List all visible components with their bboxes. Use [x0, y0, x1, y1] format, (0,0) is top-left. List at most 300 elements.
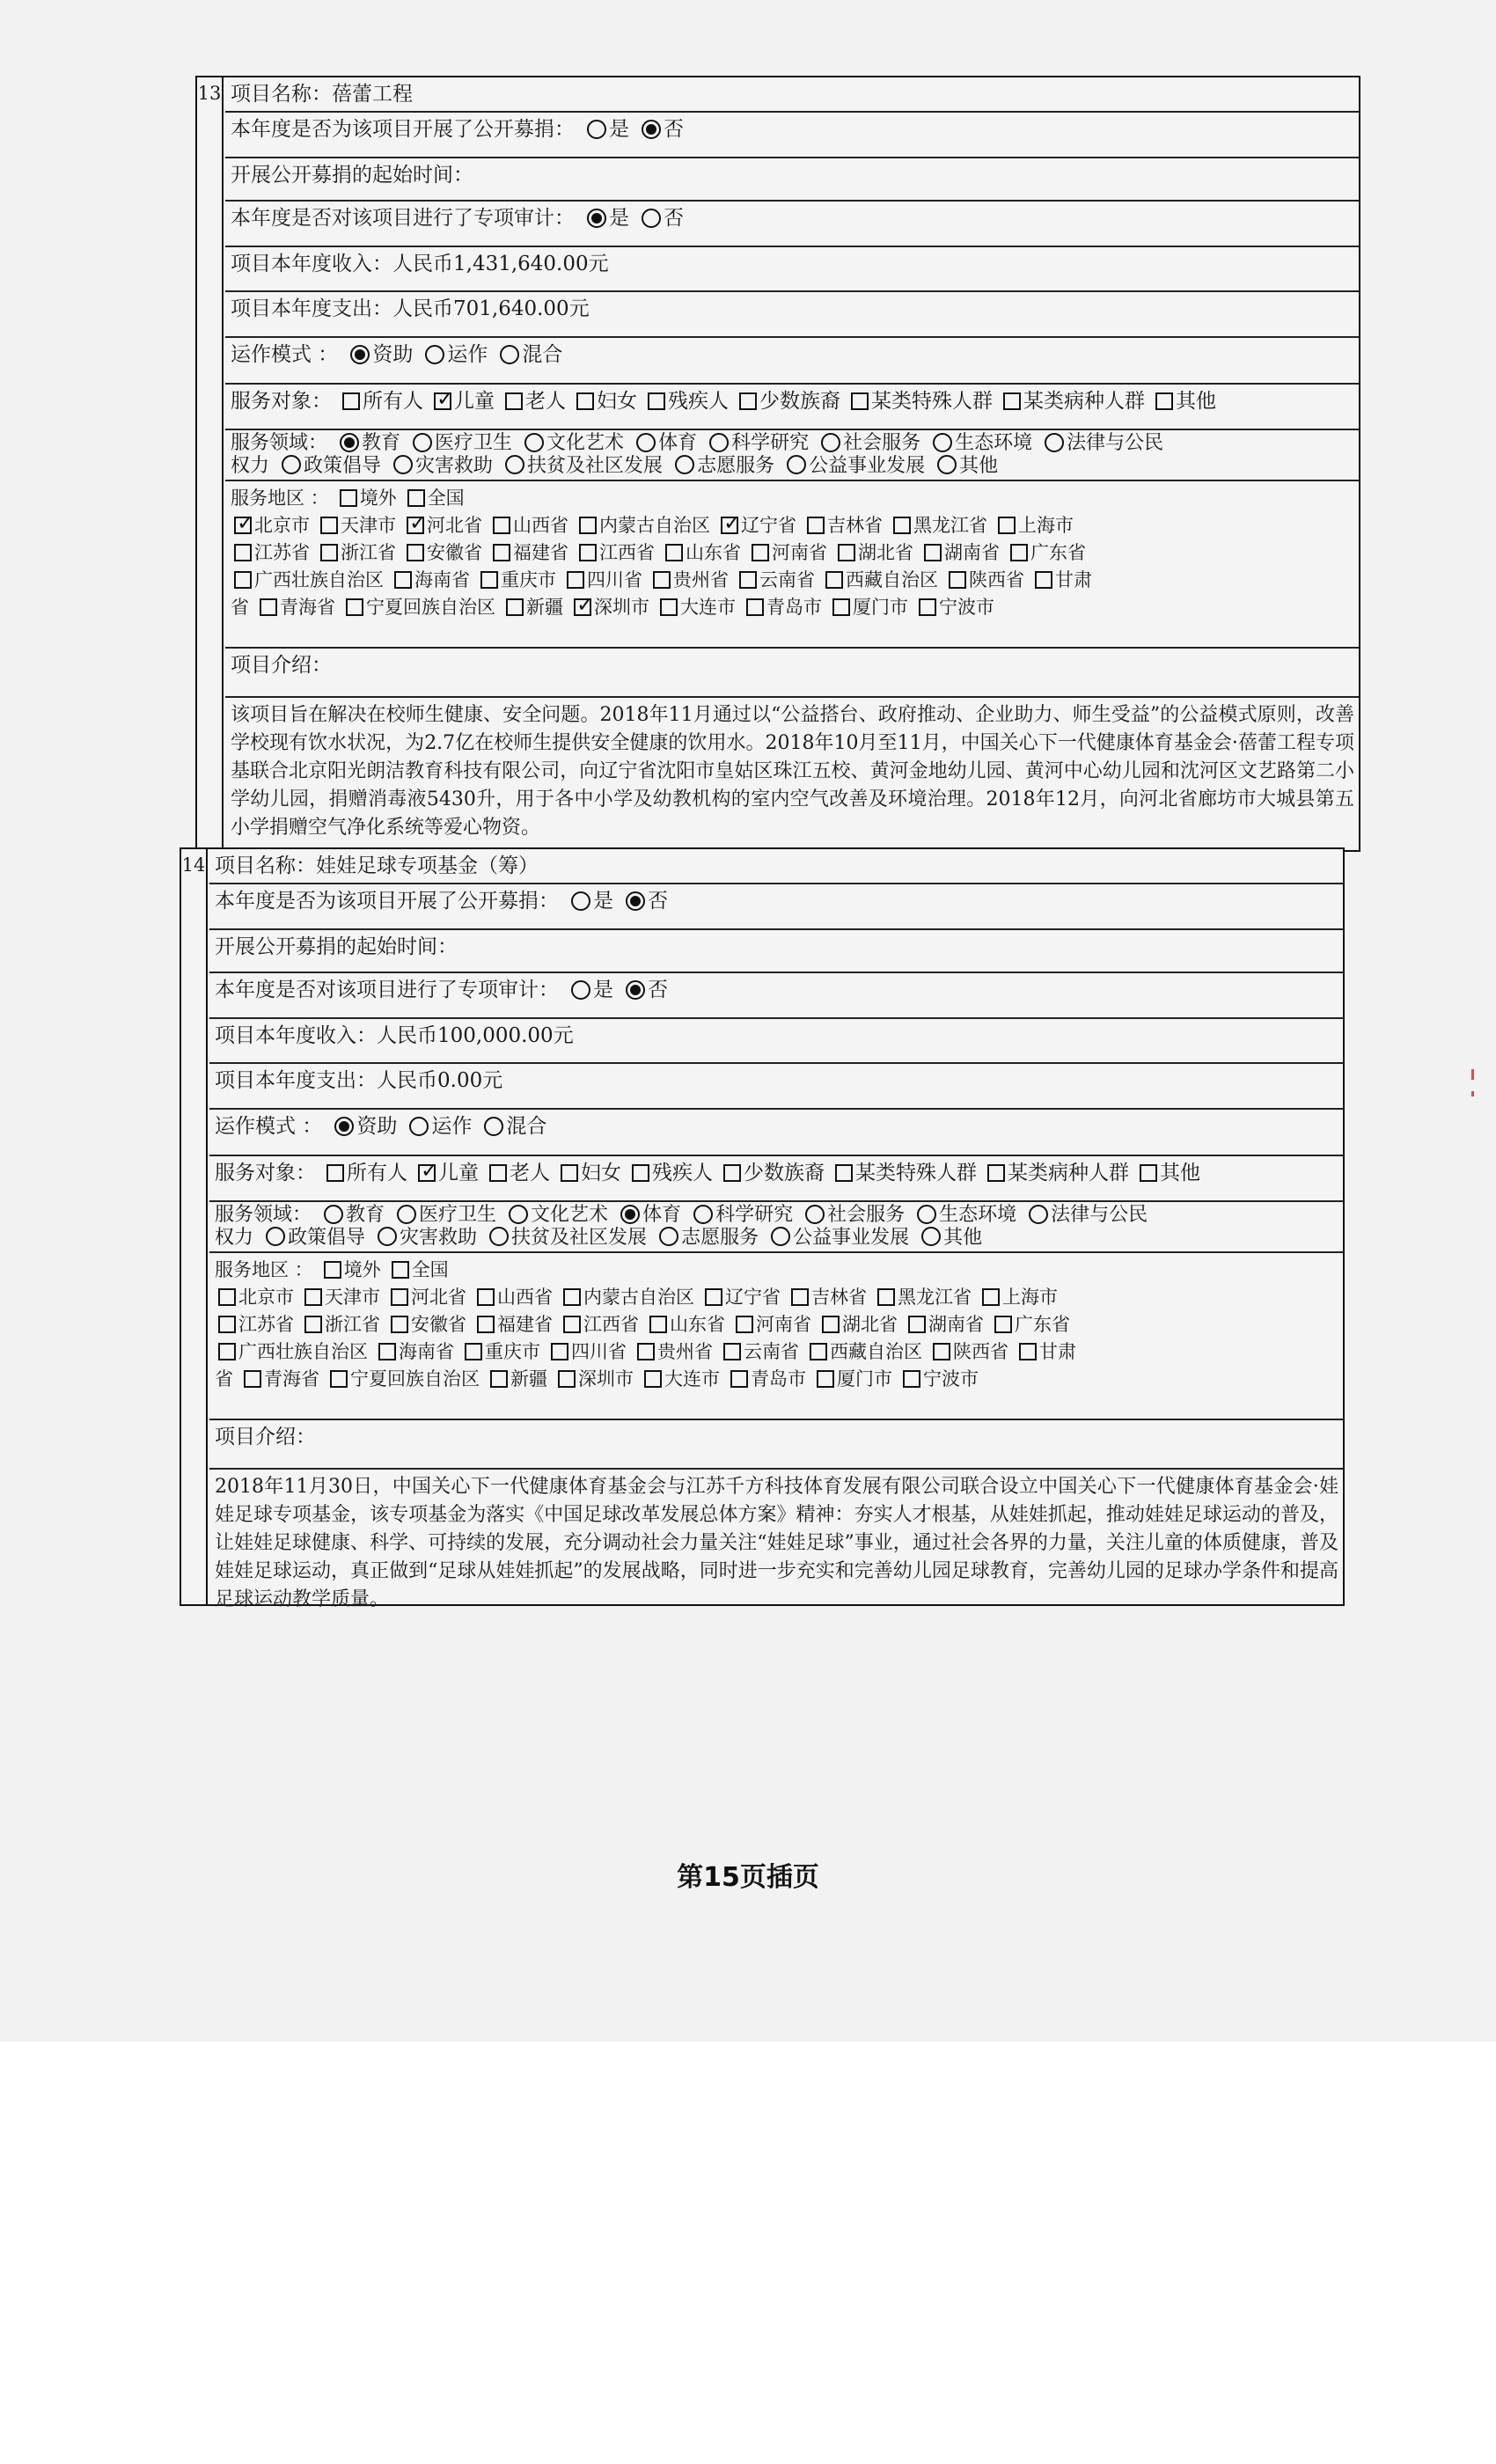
service-field-radio[interactable] — [921, 1227, 941, 1246]
service-region-option-label: 山西省 — [513, 515, 568, 536]
service-target-option[interactable] — [423, 388, 495, 414]
service-region-checkbox[interactable] — [705, 1288, 722, 1306]
service-region-option[interactable] — [984, 1311, 1070, 1338]
service-field-radio[interactable] — [821, 433, 840, 452]
service-region-option[interactable] — [233, 1366, 319, 1393]
service-region-checkbox[interactable] — [730, 1370, 748, 1388]
service-region-option[interactable] — [655, 539, 741, 567]
service-region-checkbox[interactable] — [320, 517, 338, 534]
service-region-checkbox[interactable] — [649, 1316, 667, 1333]
public-fundraising-radio[interactable] — [642, 120, 661, 139]
service-region-option[interactable] — [482, 512, 568, 539]
service-region-option[interactable] — [397, 485, 465, 512]
service-target-checkbox[interactable] — [505, 392, 523, 410]
service-region-checkbox[interactable] — [567, 571, 584, 589]
service-region-option[interactable] — [806, 1366, 892, 1393]
service-field-option[interactable] — [477, 1227, 647, 1250]
service-region-checkbox[interactable] — [493, 517, 510, 534]
service-target-checkbox[interactable] — [723, 1164, 741, 1182]
service-region-option[interactable] — [480, 1366, 547, 1393]
service-region-option-label: 安徽省 — [411, 1314, 466, 1335]
service-region-option[interactable] — [972, 1284, 1058, 1311]
service-field-option[interactable] — [269, 455, 381, 478]
service-region-checkbox[interactable] — [825, 571, 843, 589]
service-field-radio[interactable] — [324, 1205, 343, 1224]
service-region-checkbox[interactable] — [407, 489, 425, 507]
service-region-checkbox[interactable] — [574, 598, 591, 616]
service-region-checkbox[interactable] — [304, 1288, 322, 1306]
service-field-option[interactable] — [774, 455, 925, 478]
service-region-checkbox[interactable] — [908, 1316, 926, 1333]
service-region-option[interactable] — [215, 1311, 294, 1338]
service-region-checkbox[interactable] — [579, 544, 597, 561]
operation-mode-radio[interactable] — [334, 1117, 354, 1136]
service-region-checkbox[interactable] — [752, 544, 769, 561]
service-field-radio[interactable] — [933, 433, 952, 452]
service-target-option[interactable] — [729, 388, 840, 414]
service-region-checkbox[interactable] — [791, 1288, 809, 1306]
service-region-option-label: 贵州省 — [657, 1341, 713, 1362]
service-target-option[interactable] — [479, 1160, 550, 1186]
service-field-option[interactable] — [312, 1204, 385, 1227]
service-field-option[interactable] — [400, 432, 512, 455]
service-field-option[interactable] — [493, 455, 663, 478]
service-region-checkbox[interactable] — [822, 1316, 840, 1333]
service-field-radio[interactable] — [636, 433, 656, 452]
service-target-checkbox[interactable] — [835, 1164, 853, 1182]
service-region-checkbox[interactable] — [893, 517, 911, 534]
service-field-option[interactable] — [681, 1204, 793, 1227]
service-region-option[interactable] — [898, 1311, 984, 1338]
service-region-option-label: 四川省 — [571, 1341, 627, 1362]
service-region-option[interactable] — [922, 1338, 1008, 1366]
service-field-radio[interactable] — [787, 455, 806, 474]
service-region-option[interactable] — [781, 1284, 867, 1311]
service-region-checkbox[interactable] — [234, 544, 252, 561]
service-region-checkbox[interactable] — [998, 517, 1016, 534]
service-field-radio[interactable] — [805, 1205, 825, 1224]
service-target-option[interactable] — [1145, 388, 1216, 414]
service-region-checkbox[interactable] — [407, 517, 424, 534]
service-region-checkbox[interactable] — [480, 571, 498, 589]
annual-expense: 项目本年度支出：人民币701,640.00元 — [231, 297, 590, 320]
service-region-option-label: 重庆市 — [485, 1341, 540, 1362]
service-region-checkbox[interactable] — [919, 598, 936, 616]
service-region-option[interactable] — [568, 512, 710, 539]
service-target-checkbox[interactable] — [632, 1164, 649, 1182]
service-region-checkbox[interactable] — [218, 1316, 236, 1333]
service-region-option[interactable] — [470, 567, 556, 594]
service-region-option[interactable] — [725, 1311, 811, 1338]
special-audit-radio[interactable] — [571, 980, 590, 1000]
service-target-option[interactable] — [825, 1160, 977, 1186]
service-target-checkbox[interactable] — [489, 1164, 507, 1182]
service-region-option[interactable] — [310, 539, 396, 567]
service-region-checkbox[interactable] — [551, 1343, 568, 1360]
service-target-checkbox[interactable] — [434, 392, 451, 410]
project-14-block — [180, 847, 1345, 1610]
service-region-option[interactable] — [482, 539, 568, 567]
service-region-option[interactable] — [335, 594, 495, 621]
service-region-option[interactable] — [556, 567, 642, 594]
service-region-option[interactable] — [381, 1257, 449, 1284]
special-audit-label: 本年度是否对该项目进行了专项审计： — [215, 979, 559, 1001]
service-target-option[interactable] — [550, 1160, 621, 1186]
service-region-option[interactable] — [1000, 539, 1086, 567]
service-region-checkbox[interactable] — [807, 517, 825, 534]
service-target-option-label: 老人 — [510, 1162, 550, 1184]
service-region-option[interactable] — [827, 539, 913, 567]
special-audit-radio[interactable] — [626, 980, 645, 1000]
service-field-option[interactable] — [759, 1227, 909, 1250]
service-target-option[interactable] — [621, 1160, 713, 1186]
special-audit-option[interactable] — [629, 205, 684, 231]
service-region-option[interactable] — [215, 1284, 294, 1311]
public-fundraising-option[interactable] — [629, 116, 684, 143]
service-region-option[interactable] — [867, 1284, 972, 1311]
service-region-checkbox[interactable] — [340, 489, 357, 507]
service-field-option[interactable] — [381, 455, 493, 478]
service-region-checkbox[interactable] — [234, 571, 252, 589]
service-region-option[interactable] — [796, 512, 883, 539]
service-field-option[interactable] — [624, 432, 697, 455]
service-field-radio[interactable] — [709, 433, 729, 452]
service-region-option[interactable] — [553, 1311, 639, 1338]
service-region-checkbox[interactable] — [260, 598, 277, 616]
service-region-checkbox[interactable] — [1010, 544, 1028, 561]
service-field-option[interactable] — [608, 1204, 681, 1227]
service-region-checkbox[interactable] — [378, 1343, 396, 1360]
operation-mode-radio[interactable] — [484, 1117, 503, 1136]
service-region-checkbox[interactable] — [391, 1288, 408, 1306]
special-audit-radio[interactable] — [642, 209, 661, 228]
service-region-option[interactable] — [634, 1366, 720, 1393]
service-target-option[interactable] — [495, 388, 566, 414]
service-region-checkbox[interactable] — [346, 598, 363, 616]
public-fundraising-radio[interactable] — [571, 891, 590, 911]
service-field-option[interactable] — [793, 1204, 905, 1227]
service-field-option-label: 文化艺术 — [531, 1204, 609, 1226]
service-region-option[interactable] — [741, 539, 827, 567]
service-region-checkbox[interactable] — [739, 571, 757, 589]
service-target-checkbox[interactable] — [418, 1164, 436, 1182]
service-field-radio[interactable] — [340, 433, 359, 452]
service-region-option[interactable] — [568, 539, 655, 567]
page-footer: 第15页插页 — [677, 1862, 819, 1893]
service-region-checkbox[interactable] — [465, 1343, 482, 1360]
service-region-checkbox[interactable] — [665, 544, 683, 561]
service-target-option[interactable] — [566, 388, 637, 414]
service-region-option[interactable] — [799, 1338, 922, 1366]
service-region-checkbox[interactable] — [320, 544, 338, 561]
service-region-option[interactable] — [231, 512, 310, 539]
row-mode — [225, 338, 1360, 385]
service-region-option-label: 全国 — [427, 488, 465, 509]
service-field-radio[interactable] — [659, 1227, 678, 1246]
service-region-option[interactable] — [310, 512, 396, 539]
service-region-checkbox[interactable] — [721, 517, 738, 534]
service-region-option[interactable] — [329, 485, 397, 512]
service-region-option[interactable] — [639, 1311, 725, 1338]
service-region-checkbox[interactable] — [736, 1316, 753, 1333]
service-region-option[interactable] — [729, 567, 815, 594]
public-fundraising-radio[interactable] — [587, 120, 606, 139]
service-region-checkbox[interactable] — [392, 1261, 409, 1279]
service-region-option[interactable] — [231, 539, 310, 567]
service-field-option[interactable] — [905, 1204, 1016, 1227]
service-field-option[interactable] — [512, 432, 624, 455]
special-audit-option[interactable] — [559, 977, 613, 1003]
service-field-option[interactable] — [496, 1204, 608, 1227]
public-fundraising-option[interactable] — [559, 888, 613, 914]
service-region-option[interactable] — [811, 1311, 898, 1338]
service-region-option[interactable] — [553, 1284, 694, 1311]
service-region-option[interactable] — [384, 567, 470, 594]
service-region-checkbox[interactable] — [817, 1370, 834, 1388]
service-regions-label: 服务地区 ： — [231, 488, 329, 509]
operation-mode-option[interactable] — [413, 341, 488, 368]
service-region-checkbox[interactable] — [924, 544, 942, 561]
service-field-radio[interactable] — [413, 433, 432, 452]
service-target-checkbox[interactable] — [648, 392, 665, 410]
service-field-radio[interactable] — [397, 1205, 416, 1224]
service-region-checkbox[interactable] — [903, 1370, 920, 1388]
service-target-option[interactable] — [407, 1160, 479, 1186]
service-region-option-label: 贵州省 — [673, 569, 729, 590]
service-field-radio[interactable] — [1045, 433, 1064, 452]
service-region-checkbox[interactable] — [877, 1288, 895, 1306]
service-region-option[interactable] — [380, 1311, 466, 1338]
service-region-option[interactable] — [380, 1284, 466, 1311]
service-region-checkbox[interactable] — [563, 1316, 581, 1333]
service-region-option-label: 宁波市 — [923, 1368, 979, 1390]
service-region-option[interactable] — [396, 539, 482, 567]
operation-mode-option[interactable] — [397, 1113, 472, 1140]
service-region-checkbox[interactable] — [477, 1288, 495, 1306]
service-region-checkbox[interactable] — [218, 1288, 236, 1306]
service-region-option[interactable] — [822, 594, 908, 621]
service-target-option[interactable] — [637, 388, 729, 414]
service-field-radio[interactable] — [917, 1205, 936, 1224]
service-region-option[interactable] — [294, 1311, 380, 1338]
operation-mode-option[interactable] — [322, 1113, 397, 1140]
service-field-option[interactable] — [385, 1204, 496, 1227]
service-region-option[interactable] — [736, 594, 822, 621]
service-field-radio[interactable] — [378, 1227, 397, 1246]
service-region-option[interactable] — [642, 567, 729, 594]
service-region-option[interactable] — [720, 1366, 806, 1393]
service-field-option[interactable] — [809, 432, 920, 455]
service-field-option[interactable] — [663, 455, 774, 478]
service-region-checkbox[interactable] — [218, 1343, 236, 1360]
service-region-checkbox[interactable] — [324, 1261, 341, 1279]
operation-mode-radio[interactable] — [350, 345, 370, 364]
service-target-checkbox[interactable] — [326, 1164, 344, 1182]
service-region-checkbox[interactable] — [838, 544, 855, 561]
service-target-checkbox[interactable] — [576, 392, 594, 410]
service-region-option[interactable] — [319, 1366, 480, 1393]
service-region-option-label: 辽宁省 — [741, 515, 796, 536]
service-target-checkbox[interactable] — [561, 1164, 578, 1182]
service-region-option[interactable] — [231, 567, 384, 594]
service-region-checkbox[interactable] — [644, 1370, 662, 1388]
service-field-option-label: 公益事业发展 — [793, 1226, 910, 1249]
service-region-option[interactable] — [495, 594, 563, 621]
service-region-checkbox[interactable] — [477, 1316, 495, 1333]
service-region-checkbox[interactable] — [994, 1316, 1012, 1333]
service-field-radio[interactable] — [771, 1227, 790, 1246]
service-region-checkbox[interactable] — [1019, 1343, 1037, 1360]
service-target-option[interactable] — [1129, 1160, 1200, 1186]
service-region-option[interactable] — [368, 1338, 454, 1366]
service-field-option-label: 灾害救助 — [400, 1226, 478, 1249]
service-field-option[interactable] — [925, 455, 998, 478]
service-field-radio[interactable] — [489, 1227, 509, 1246]
service-region-checkbox[interactable] — [949, 571, 966, 589]
service-field-option[interactable] — [253, 1227, 365, 1250]
service-region-option[interactable] — [883, 512, 987, 539]
service-field-radio[interactable] — [505, 455, 524, 474]
service-region-checkbox[interactable] — [563, 1288, 581, 1306]
service-region-checkbox[interactable] — [391, 1316, 408, 1333]
service-region-checkbox[interactable] — [810, 1343, 827, 1360]
service-region-option[interactable] — [815, 567, 938, 594]
service-region-option[interactable] — [540, 1338, 627, 1366]
service-region-checkbox[interactable] — [506, 598, 524, 616]
service-field-radio[interactable] — [282, 455, 301, 474]
operation-mode-radio[interactable] — [409, 1117, 429, 1136]
service-region-option[interactable] — [294, 1284, 380, 1311]
service-region-option[interactable] — [313, 1257, 381, 1284]
service-region-checkbox[interactable] — [394, 571, 412, 589]
service-region-option[interactable] — [1008, 1338, 1076, 1366]
service-region-checkbox[interactable] — [660, 598, 678, 616]
service-region-checkbox[interactable] — [933, 1343, 950, 1360]
service-region-checkbox[interactable] — [490, 1370, 508, 1388]
service-region-checkbox[interactable] — [637, 1343, 655, 1360]
special-audit-option[interactable] — [613, 977, 668, 1003]
service-region-option[interactable] — [649, 594, 736, 621]
service-target-checkbox[interactable] — [987, 1164, 1005, 1182]
service-region-option-label: 重庆市 — [501, 569, 556, 590]
service-region-option[interactable] — [892, 1366, 979, 1393]
service-region-checkbox[interactable] — [1035, 571, 1052, 589]
service-field-option[interactable] — [1016, 1204, 1148, 1227]
operation-mode-option[interactable] — [488, 341, 562, 368]
service-region-checkbox[interactable] — [579, 517, 597, 534]
service-region-checkbox[interactable] — [304, 1316, 322, 1333]
service-region-checkbox[interactable] — [493, 544, 510, 561]
service-region-checkbox[interactable] — [982, 1288, 1000, 1306]
service-field-option-label: 法律与公民 — [1067, 432, 1164, 454]
service-field-radio[interactable] — [393, 455, 413, 474]
service-field-radio[interactable] — [509, 1205, 528, 1224]
service-target-checkbox[interactable] — [851, 392, 869, 410]
service-target-option[interactable] — [977, 1160, 1129, 1186]
service-region-checkbox[interactable] — [330, 1370, 348, 1388]
public-fundraising-option[interactable] — [575, 116, 629, 143]
operation-mode-option[interactable] — [338, 341, 413, 368]
service-target-checkbox[interactable] — [739, 392, 757, 410]
service-region-option[interactable] — [908, 594, 994, 621]
service-region-option[interactable] — [547, 1366, 634, 1393]
service-region-option-label: 浙江省 — [341, 542, 396, 563]
service-target-checkbox[interactable] — [1140, 1164, 1157, 1182]
service-region-checkbox[interactable] — [234, 517, 252, 534]
service-target-option[interactable] — [713, 1160, 825, 1186]
service-region-option[interactable] — [694, 1284, 781, 1311]
service-region-option[interactable] — [466, 1311, 553, 1338]
service-target-option[interactable] — [332, 388, 423, 414]
service-field-radio[interactable] — [620, 1205, 640, 1224]
service-target-checkbox[interactable] — [1155, 392, 1173, 410]
operation-mode-option[interactable] — [472, 1113, 546, 1140]
service-region-option[interactable] — [454, 1338, 540, 1366]
service-target-option[interactable] — [993, 388, 1145, 414]
service-field-radio[interactable] — [937, 455, 957, 474]
service-field-option[interactable] — [920, 432, 1032, 455]
service-field-option[interactable] — [647, 1227, 759, 1250]
service-region-checkbox[interactable] — [407, 544, 424, 561]
public-fundraising-option-label: 否 — [648, 890, 668, 913]
special-audit-option[interactable] — [575, 205, 629, 231]
service-region-option[interactable] — [938, 567, 1024, 594]
service-target-checkbox[interactable] — [342, 392, 360, 410]
service-target-option[interactable] — [316, 1160, 407, 1186]
service-field-option[interactable] — [327, 432, 400, 455]
service-field-option[interactable] — [697, 432, 809, 455]
service-region-option[interactable] — [396, 512, 482, 539]
service-region-option[interactable] — [710, 512, 796, 539]
service-field-option[interactable] — [1032, 432, 1163, 455]
service-region-line — [231, 567, 1354, 594]
service-target-checkbox[interactable] — [1003, 392, 1021, 410]
service-field-option[interactable] — [909, 1227, 982, 1250]
service-region-option[interactable] — [913, 539, 1000, 567]
service-region-option[interactable] — [713, 1338, 799, 1366]
service-region-option[interactable] — [563, 594, 649, 621]
service-region-checkbox[interactable] — [746, 598, 764, 616]
service-region-option[interactable] — [1024, 567, 1092, 594]
service-target-option[interactable] — [840, 388, 993, 414]
operation-mode-radio[interactable] — [425, 345, 444, 364]
service-region-checkbox[interactable] — [723, 1343, 741, 1360]
service-region-checkbox[interactable] — [832, 598, 850, 616]
service-field-radio[interactable] — [1029, 1205, 1048, 1224]
service-region-checkbox[interactable] — [653, 571, 671, 589]
service-field-option[interactable] — [365, 1227, 477, 1250]
operation-mode-radio[interactable] — [500, 345, 519, 364]
service-region-option[interactable] — [987, 512, 1074, 539]
service-field-radio[interactable] — [266, 1227, 285, 1246]
service-region-checkbox[interactable] — [558, 1370, 576, 1388]
service-region-option[interactable] — [627, 1338, 713, 1366]
public-fundraising-option[interactable] — [613, 888, 668, 914]
service-target-option-label: 妇女 — [597, 390, 637, 413]
service-region-option[interactable] — [249, 594, 335, 621]
service-field-radio[interactable] — [675, 455, 694, 474]
annual-expense: 项目本年度支出：人民币0.00元 — [215, 1069, 503, 1092]
service-region-option-label: 山东省 — [670, 1314, 725, 1335]
service-field-radio[interactable] — [524, 433, 544, 452]
public-fundraising-radio[interactable] — [626, 891, 645, 911]
service-region-option[interactable] — [466, 1284, 553, 1311]
service-region-checkbox[interactable] — [244, 1370, 261, 1388]
service-region-option[interactable] — [215, 1338, 368, 1366]
service-field-radio[interactable] — [693, 1205, 713, 1224]
service-region-option-label: 宁夏回族自治区 — [350, 1368, 480, 1390]
special-audit-radio[interactable] — [587, 209, 606, 228]
